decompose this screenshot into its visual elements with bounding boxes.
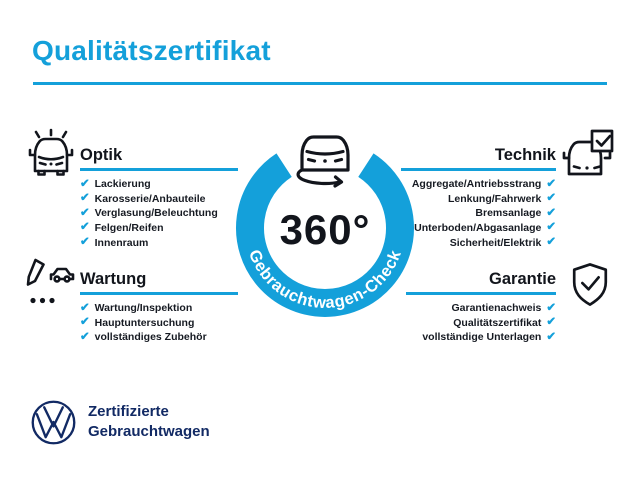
checklist-item: [80, 316, 207, 331]
check-icon: ✔: [80, 192, 90, 205]
check-icon: ✔: [80, 235, 90, 248]
checklist-item: [448, 192, 556, 207]
checklist-label: Hauptuntersuchung: [94, 316, 195, 329]
check-icon: ✔: [80, 221, 90, 234]
checklist-label: Garantienachweis: [451, 302, 542, 315]
check-icon: ✔: [546, 301, 556, 314]
car-checkbox-icon: [561, 128, 615, 182]
technik-heading: Technik: [494, 146, 556, 164]
checklist-label: Bremsanlage: [475, 207, 542, 220]
garantie-heading: Garantie: [489, 270, 556, 288]
shield-check-icon: [568, 261, 612, 309]
wartung-checklist: [80, 301, 207, 345]
checklist-label: Lenkung/Fahrwerk: [448, 192, 542, 205]
clean-car-icon: [26, 128, 76, 178]
checklist-item: [80, 330, 207, 345]
checklist-label: Sicherheit/Elektrik: [449, 236, 542, 249]
check-icon: ✔: [546, 330, 556, 343]
check-icon: ✔: [546, 235, 556, 248]
checklist-label: Qualitätszertifikat: [453, 316, 542, 329]
checklist-label: Innenraum: [94, 236, 149, 249]
check-icon: ✔: [546, 206, 556, 219]
checklist-label: Wartung/Inspektion: [94, 302, 193, 315]
checklist-item: [414, 221, 556, 236]
brand-claim: [88, 402, 210, 441]
checklist-label: Felgen/Reifen: [94, 222, 164, 235]
check-icon: ✔: [80, 316, 90, 329]
ring-label: Gebrauchtwagen-Check: [244, 247, 405, 313]
checklist-label: vollständige Unterlagen: [422, 331, 542, 344]
check-icon: ✔: [80, 206, 90, 219]
checklist-item: [80, 221, 218, 236]
checklist-item: [80, 235, 218, 250]
checklist-label: Karosserie/Anbauteile: [94, 192, 206, 205]
check-icon: ✔: [546, 177, 556, 190]
checklist-label: Aggregate/Antriebsstrang: [411, 178, 542, 191]
checklist-label: Verglasung/Beleuchtung: [94, 207, 218, 220]
brand-line1: Zertifizierte: [88, 403, 169, 420]
check-icon: ✔: [80, 301, 90, 314]
checklist-label: Lackierung: [94, 178, 151, 191]
optik-heading: Optik: [80, 146, 123, 164]
checklist-label: Unterboden/Abgasanlage: [414, 222, 542, 235]
checklist-item: [453, 316, 556, 331]
checklist-item: [450, 235, 556, 250]
optik-checklist: [80, 177, 218, 250]
service-checklist-icon: [26, 257, 76, 307]
checklist-item: [451, 301, 556, 316]
vw-logo: [30, 399, 77, 446]
checklist-item: [422, 330, 556, 345]
wartung-heading: Wartung: [80, 270, 147, 288]
check-icon: ✔: [546, 221, 556, 234]
title-divider: [33, 82, 607, 85]
check-icon: ✔: [80, 177, 90, 190]
page-title: Qualitätszertifikat: [32, 35, 271, 66]
checklist-item: [475, 206, 556, 221]
car-rotate-icon: [287, 122, 363, 196]
check-icon: ✔: [546, 192, 556, 205]
checklist-item: [80, 192, 218, 207]
check-icon: ✔: [80, 330, 90, 343]
checklist-item: [80, 177, 218, 192]
checklist-item: [80, 206, 218, 221]
checklist-item: [80, 301, 207, 316]
degrees-label: 360°: [279, 206, 371, 253]
checklist-label: vollständiges Zubehör: [94, 331, 207, 344]
garantie-checklist: [422, 301, 556, 345]
brand-line2: Gebrauchtwagen: [88, 422, 210, 440]
check-icon: ✔: [546, 316, 556, 329]
